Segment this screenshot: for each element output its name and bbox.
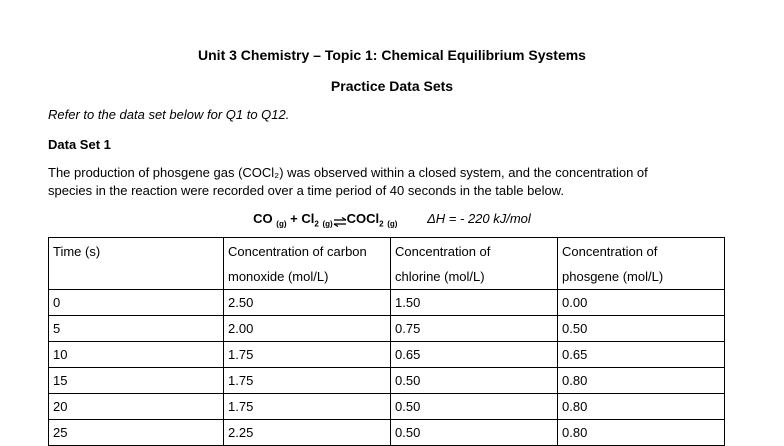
header-line: chlorine (mol/L) bbox=[395, 269, 485, 284]
header-phosgene bbox=[558, 238, 725, 290]
product-cocl2: COCl bbox=[346, 211, 380, 226]
header-line: Concentration of carbon bbox=[228, 244, 367, 259]
time-cell: 10 bbox=[49, 342, 224, 368]
cl2-cell: 0.50 bbox=[391, 394, 558, 420]
state-label: (g) bbox=[322, 219, 333, 229]
reaction-equation bbox=[253, 211, 401, 229]
enthalpy-change: ΔH = - 220 kJ/mol bbox=[427, 211, 531, 226]
table-row bbox=[49, 290, 725, 316]
table-row bbox=[49, 342, 725, 368]
phosgene-cell: 0.65 bbox=[558, 342, 725, 368]
page-title: Unit 3 Chemistry – Topic 1: Chemical Equilibrium Systems bbox=[198, 47, 586, 63]
co-cell: 2.25 bbox=[224, 420, 391, 446]
time-cell: 0 bbox=[49, 290, 224, 316]
co-cell: 2.00 bbox=[224, 316, 391, 342]
phosgene-cell: 0.80 bbox=[558, 394, 725, 420]
description-line: The production of phosgene gas (COCl₂) was observed within a closed system, and the concentration of bbox=[48, 165, 648, 180]
co-cell: 1.75 bbox=[224, 394, 391, 420]
reactant-cl2: + Cl bbox=[290, 211, 315, 226]
header-line: phosgene (mol/L) bbox=[562, 269, 664, 284]
header-line: monoxide (mol/L) bbox=[228, 269, 329, 284]
table-row bbox=[49, 316, 725, 342]
subscript: 2 bbox=[314, 219, 319, 229]
subscript: 2 bbox=[379, 219, 384, 229]
phosgene-cell: 0.00 bbox=[558, 290, 725, 316]
state-label: (g) bbox=[276, 219, 287, 229]
table-row bbox=[49, 394, 725, 420]
header-line: Time (s) bbox=[53, 244, 101, 259]
time-cell: 25 bbox=[49, 420, 224, 446]
intro-instruction: Refer to the data set below for Q1 to Q12. bbox=[48, 107, 290, 122]
description-line: species in the reaction were recorded over a time period of 40 seconds in the table below. bbox=[48, 183, 564, 198]
header-time bbox=[49, 238, 224, 290]
co-cell: 1.75 bbox=[224, 342, 391, 368]
page-subtitle: Practice Data Sets bbox=[330, 78, 454, 94]
reaction-equation-row bbox=[0, 211, 784, 229]
cl2-cell: 1.50 bbox=[391, 290, 558, 316]
time-cell: 5 bbox=[49, 316, 224, 342]
header-co bbox=[224, 238, 391, 290]
data-set-heading: Data Set 1 bbox=[48, 137, 111, 152]
header-line: Concentration of bbox=[562, 244, 658, 259]
cl2-cell: 0.50 bbox=[391, 420, 558, 446]
reactant-co: CO bbox=[253, 211, 273, 226]
co-cell: 2.50 bbox=[224, 290, 391, 316]
equilibrium-arrows-icon bbox=[333, 215, 347, 225]
cl2-cell: 0.75 bbox=[391, 316, 558, 342]
cl2-cell: 0.50 bbox=[391, 368, 558, 394]
concentration-table bbox=[48, 237, 725, 446]
time-cell: 20 bbox=[49, 394, 224, 420]
data-set-description bbox=[48, 164, 728, 200]
table-header-row bbox=[49, 238, 725, 290]
phosgene-cell: 0.50 bbox=[558, 316, 725, 342]
table-row bbox=[49, 368, 725, 394]
header-cl2 bbox=[391, 238, 558, 290]
state-label: (g) bbox=[387, 219, 398, 229]
phosgene-cell: 0.80 bbox=[558, 368, 725, 394]
table-row bbox=[49, 420, 725, 446]
header-line: Concentration of bbox=[395, 244, 491, 259]
cl2-cell: 0.65 bbox=[391, 342, 558, 368]
time-cell: 15 bbox=[49, 368, 224, 394]
co-cell: 1.75 bbox=[224, 368, 391, 394]
phosgene-cell: 0.80 bbox=[558, 420, 725, 446]
